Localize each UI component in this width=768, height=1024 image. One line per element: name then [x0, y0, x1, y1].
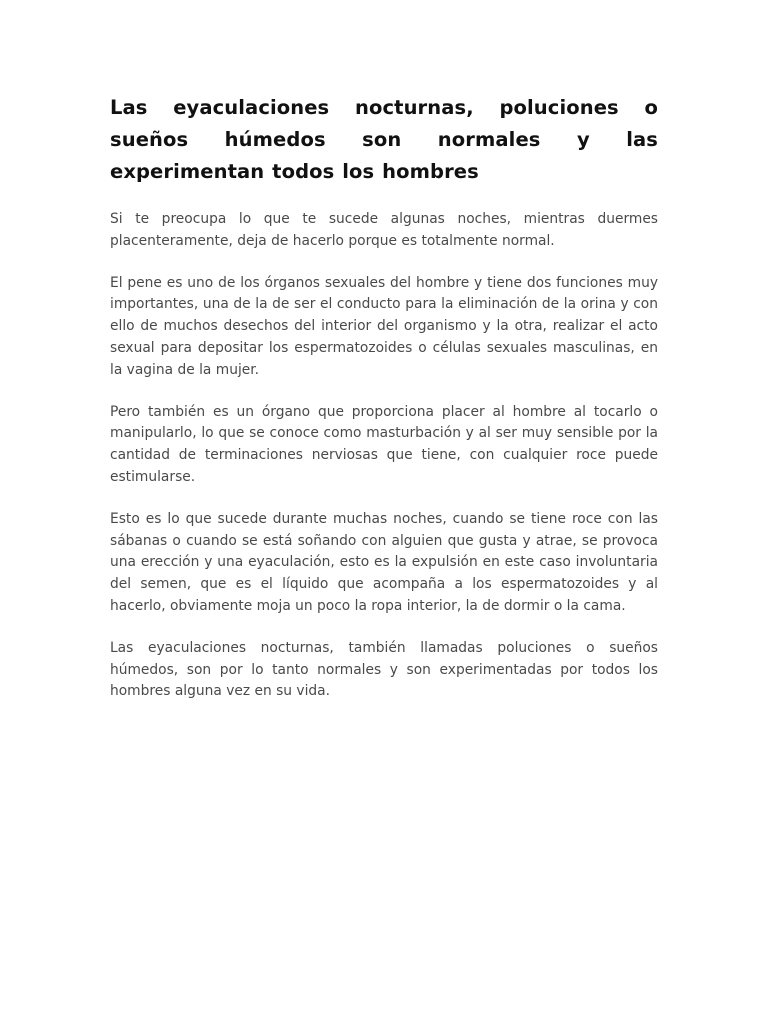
- paragraph-2: El pene es uno de los órganos sexuales del hombre y tiene dos funciones muy importantes, una de la de ser el conducto para la eliminación de la orina y con ello de muchos desechos del interior del organismo y la otra, realizar el acto sexual para depositar los espermatozoides o células sexuales masculinas, en la vagina de la mujer.: [110, 274, 658, 378]
- document-title: Las eyaculaciones nocturnas, poluciones o sueños húmedos son normales y las experimentan todos los hombres: [110, 96, 658, 183]
- paragraph-4: Esto es lo que sucede durante muchas noches, cuando se tiene roce con las sábanas o cuando se está soñando con alguien que gusta y atrae, se provoca una erección y una eyaculación, esto es la expulsión en este caso involuntaria del semen, que es el líquido que acompaña a los espermatozoides y al hacerlo, obviamente moja un poco la ropa interior, la de dormir o la cama.: [110, 510, 658, 614]
- paragraph-5: Las eyaculaciones nocturnas, también llamadas poluciones o sueños húmedos, son por lo tanto normales y son experimentadas por todos los hombres alguna vez en su vida.: [110, 639, 658, 700]
- document-body: [110, 92, 658, 723]
- paragraph-3: Pero también es un órgano que proporciona placer al hombre al tocarlo o manipularlo, lo que se conoce como masturbación y al ser muy sensible por la cantidad de terminaciones nerviosas que tiene, con cualquier roce puede estimularse.: [110, 403, 658, 485]
- paragraph-1: Si te preocupa lo que te sucede algunas noches, mientras duermes placenteramente, deja de hacerlo porque es totalmente normal.: [110, 211, 658, 249]
